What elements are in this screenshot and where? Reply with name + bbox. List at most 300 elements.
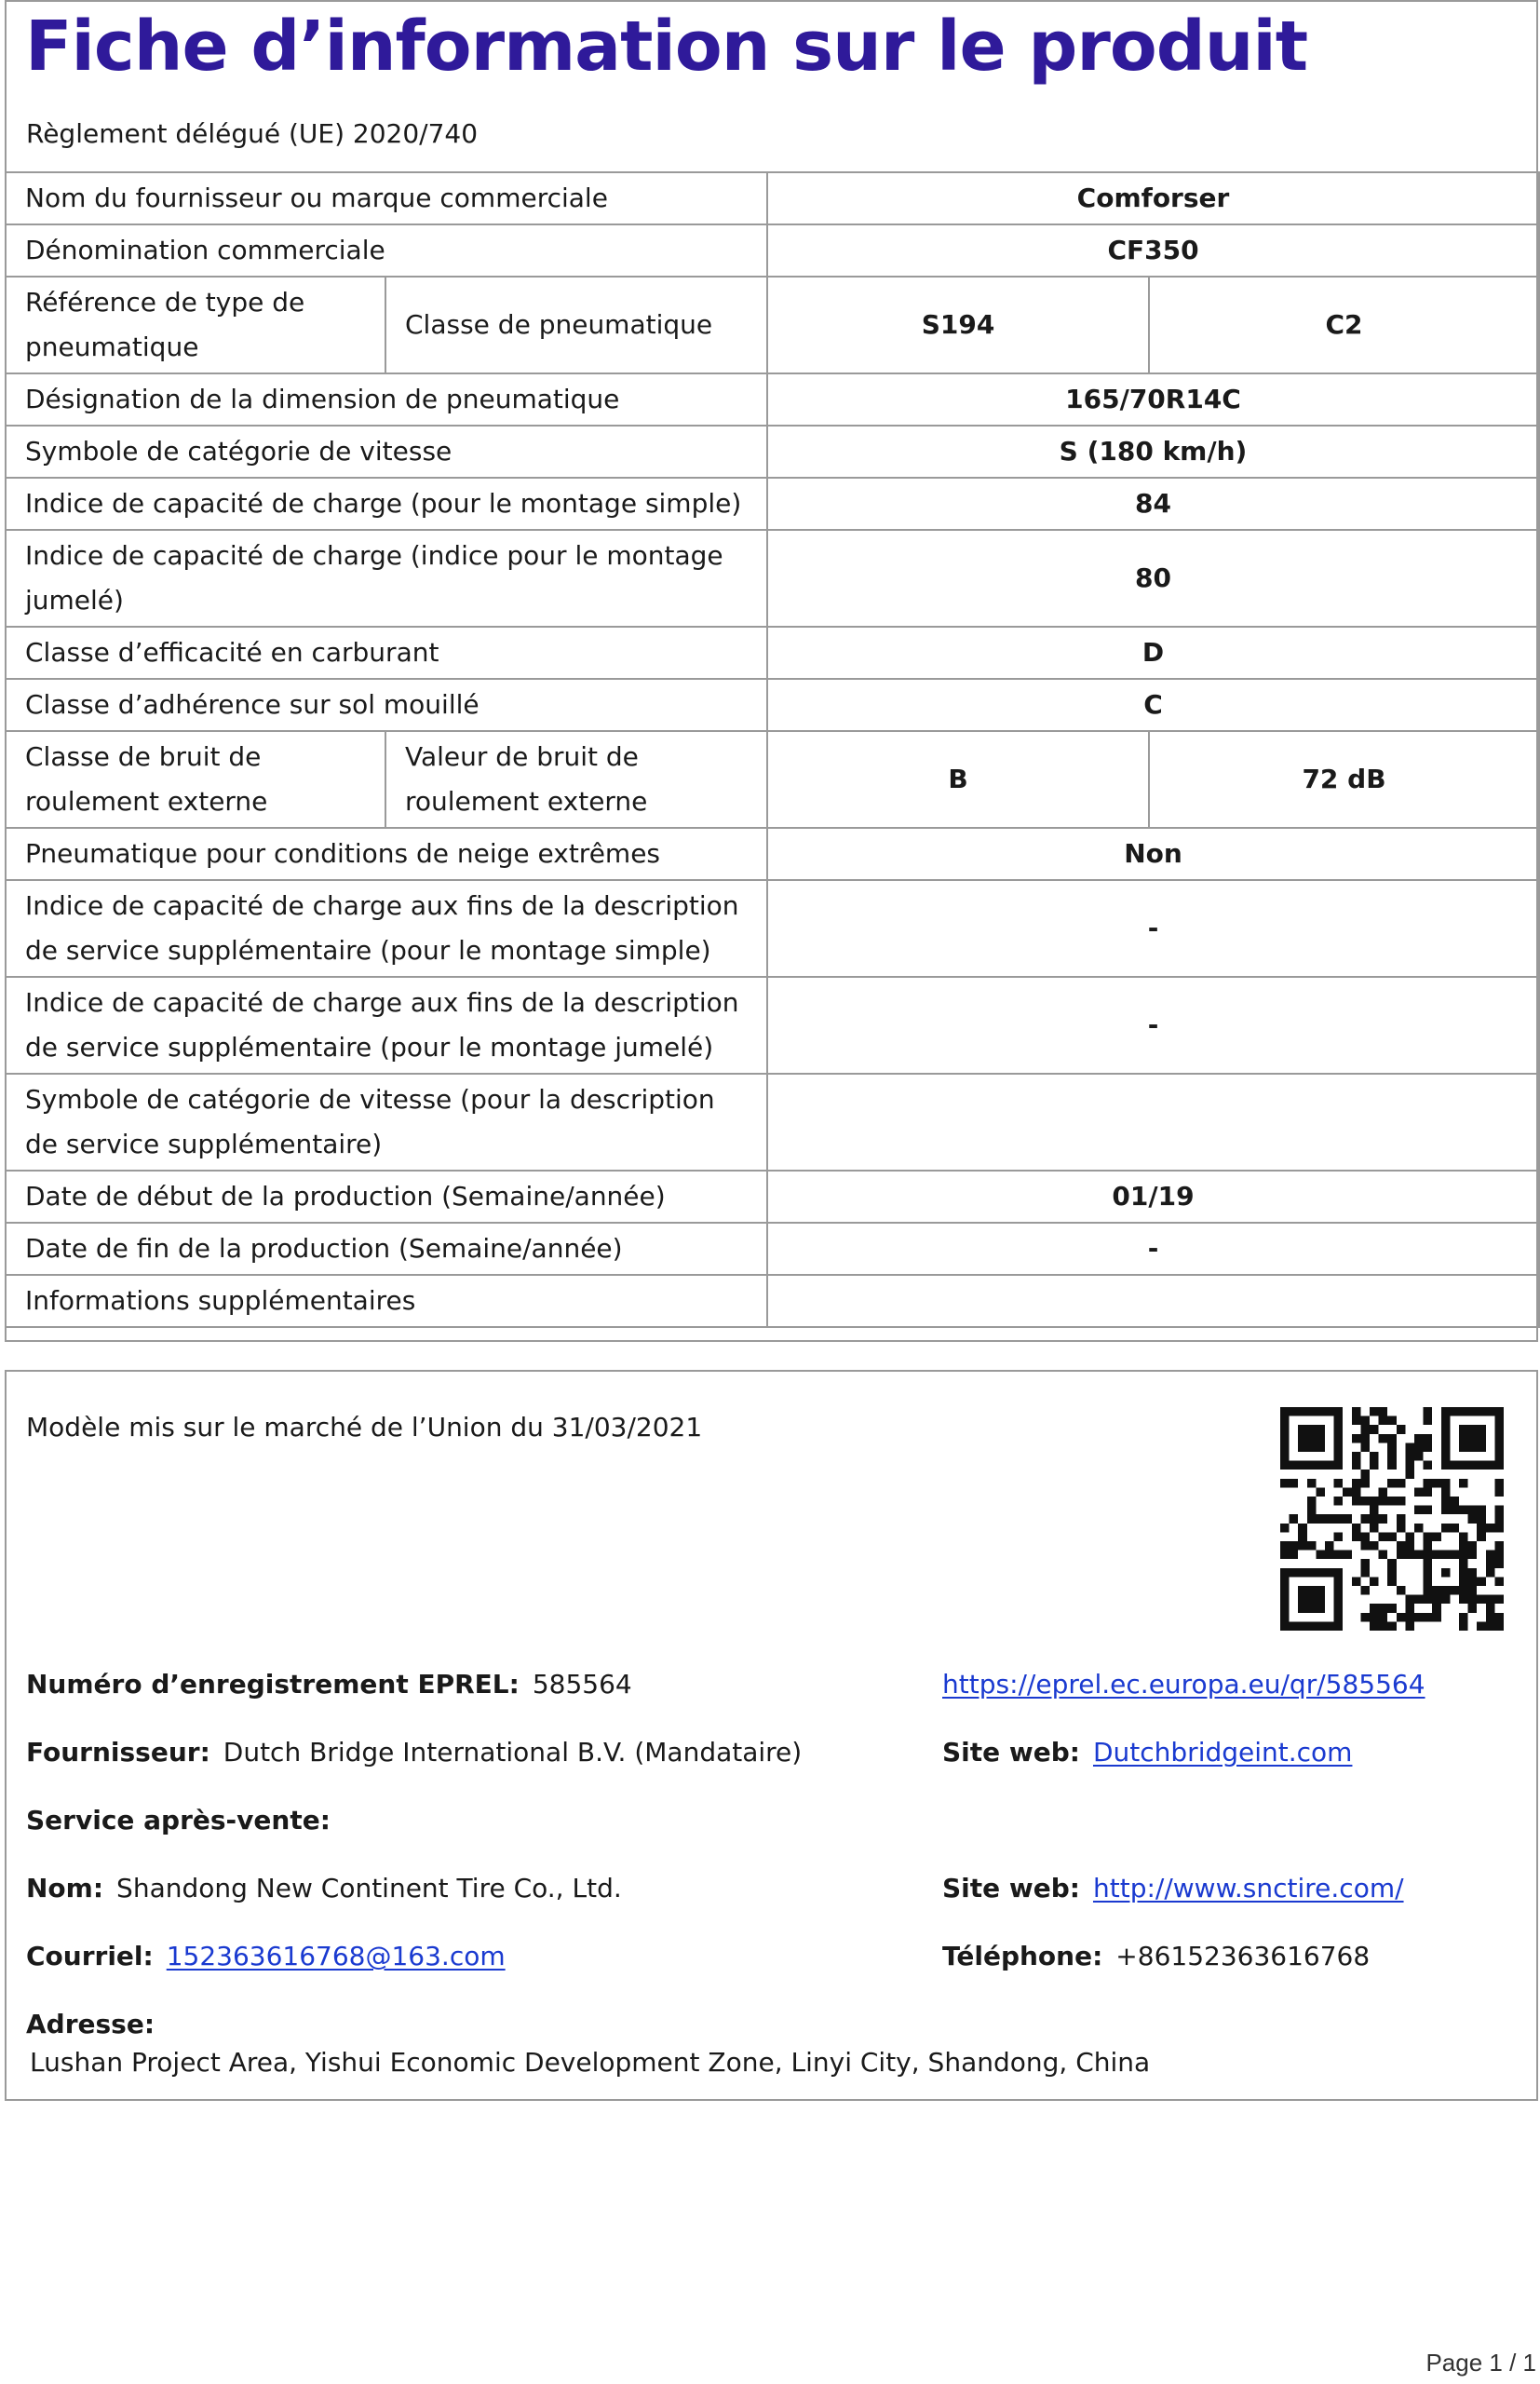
qr-module — [1486, 1613, 1495, 1622]
table-row — [6, 530, 1539, 627]
qr-module — [1450, 1551, 1459, 1560]
row-value — [767, 1275, 1539, 1327]
qr-module — [1477, 1621, 1486, 1631]
qr-module — [1450, 1497, 1459, 1506]
qr-module — [1290, 1407, 1299, 1416]
qr-module — [1459, 1621, 1468, 1631]
row-value: 84 — [767, 478, 1539, 530]
qr-module — [1360, 1514, 1370, 1524]
row-value: 80 — [767, 530, 1539, 627]
qr-module — [1486, 1595, 1495, 1605]
qr-module — [1352, 1452, 1361, 1461]
qr-module — [1424, 1532, 1433, 1541]
qr-module — [1397, 1613, 1406, 1622]
qr-module — [1370, 1425, 1379, 1434]
qr-module — [1379, 1514, 1388, 1524]
table-row — [6, 828, 1539, 880]
qr-module — [1397, 1425, 1406, 1434]
qr-module — [1424, 1577, 1433, 1586]
service-line — [26, 1802, 344, 1839]
table-row — [6, 731, 1539, 828]
qr-module — [1325, 1551, 1334, 1560]
qr-module — [1290, 1541, 1299, 1551]
qr-module — [1352, 1434, 1361, 1443]
row-value: B — [767, 731, 1149, 828]
qr-module — [1316, 1595, 1325, 1605]
qr-module — [1494, 1577, 1504, 1586]
name-label: Nom: — [26, 1873, 104, 1903]
qr-module — [1307, 1443, 1317, 1452]
qr-module — [1370, 1621, 1379, 1631]
qr-module — [1494, 1407, 1504, 1416]
qr-module — [1352, 1407, 1361, 1416]
eprel-number: 585564 — [532, 1669, 632, 1700]
email-label: Courriel: — [26, 1941, 154, 1971]
qr-module — [1307, 1586, 1317, 1595]
qr-module — [1307, 1568, 1317, 1578]
row-value: C — [767, 679, 1539, 731]
table-row — [6, 1074, 1539, 1171]
qr-module — [1370, 1577, 1379, 1586]
row-label: Symbole de catégorie de vitesse (pour la description de service supplémentaire) — [6, 1074, 767, 1171]
table-row — [6, 478, 1539, 530]
qr-module — [1352, 1532, 1361, 1541]
qr-module — [1494, 1514, 1504, 1524]
qr-module — [1459, 1407, 1468, 1416]
qr-module — [1459, 1506, 1468, 1515]
qr-module — [1397, 1514, 1406, 1524]
qr-module — [1280, 1461, 1290, 1470]
qr-module — [1486, 1559, 1495, 1568]
qr-module — [1405, 1443, 1414, 1452]
qr-module — [1352, 1577, 1361, 1586]
qr-module — [1468, 1506, 1478, 1515]
qr-module — [1387, 1559, 1397, 1568]
qr-module — [1334, 1577, 1344, 1586]
qr-module — [1307, 1479, 1317, 1488]
qr-module — [1468, 1514, 1478, 1524]
table-row — [6, 426, 1539, 478]
qr-module — [1360, 1568, 1370, 1578]
qr-module — [1414, 1524, 1424, 1533]
qr-module — [1459, 1595, 1468, 1605]
qr-module — [1379, 1416, 1388, 1426]
qr-module — [1424, 1487, 1433, 1497]
qr-module — [1414, 1506, 1424, 1515]
qr-module — [1486, 1407, 1495, 1416]
row-value: CF350 — [767, 224, 1539, 277]
qr-module — [1441, 1506, 1451, 1515]
qr-module — [1280, 1586, 1290, 1595]
qr-module — [1370, 1541, 1379, 1551]
qr-module — [1397, 1586, 1406, 1595]
qr-module — [1316, 1461, 1325, 1470]
qr-module — [1477, 1532, 1486, 1541]
qr-module — [1334, 1568, 1344, 1578]
qr-module — [1405, 1470, 1414, 1479]
qr-module — [1414, 1452, 1424, 1461]
qr-module — [1494, 1479, 1504, 1488]
eprel-line — [26, 1666, 632, 1703]
qr-module — [1316, 1425, 1325, 1434]
qr-module — [1325, 1514, 1334, 1524]
qr-module — [1360, 1443, 1370, 1452]
qr-module — [1379, 1604, 1388, 1613]
qr-module — [1298, 1586, 1307, 1595]
qr-module — [1414, 1487, 1424, 1497]
row-value: - — [767, 977, 1539, 1074]
row-label: Classe de pneumatique — [385, 277, 767, 373]
qr-module — [1397, 1541, 1406, 1551]
qr-module — [1334, 1595, 1344, 1605]
qr-module — [1424, 1434, 1433, 1443]
qr-module — [1450, 1586, 1459, 1595]
row-label: Classe d’adhérence sur sol mouillé — [6, 679, 767, 731]
qr-module — [1477, 1595, 1486, 1605]
page-number: Page 1 / 1 — [1425, 2349, 1536, 2377]
qr-module — [1424, 1613, 1433, 1622]
qr-module — [1379, 1407, 1388, 1416]
qr-module — [1298, 1407, 1307, 1416]
qr-module — [1280, 1434, 1290, 1443]
qr-module — [1316, 1586, 1325, 1595]
qr-module — [1432, 1532, 1441, 1541]
qr-module — [1280, 1551, 1290, 1560]
row-label: Indice de capacité de charge aux fins de la description de service supplémentaire (pour le montage jumelé) — [6, 977, 767, 1074]
qr-module — [1343, 1551, 1352, 1560]
qr-module — [1316, 1604, 1325, 1613]
qr-module — [1290, 1514, 1299, 1524]
qr-module — [1370, 1407, 1379, 1416]
qr-module — [1405, 1595, 1414, 1605]
qr-module — [1334, 1443, 1344, 1452]
qr-module — [1424, 1416, 1433, 1426]
qr-module — [1316, 1568, 1325, 1578]
qr-module — [1441, 1497, 1451, 1506]
regulation-reference: Règlement délégué (UE) 2020/740 — [26, 118, 479, 149]
service-site-link[interactable]: http://www.snctire.com/ — [1092, 1873, 1404, 1903]
eprel-label: Numéro d’enregistrement EPREL: — [26, 1669, 520, 1700]
qr-module — [1387, 1621, 1397, 1631]
qr-module — [1352, 1479, 1361, 1488]
qr-module — [1494, 1506, 1504, 1515]
qr-module — [1280, 1443, 1290, 1452]
qr-module — [1397, 1524, 1406, 1533]
qr-module — [1477, 1407, 1486, 1416]
qr-module — [1494, 1443, 1504, 1452]
qr-module — [1441, 1568, 1451, 1578]
qr-module — [1298, 1621, 1307, 1631]
qr-module — [1397, 1497, 1406, 1506]
qr-module — [1290, 1621, 1299, 1631]
address-label-line — [26, 2006, 168, 2043]
phone-line — [942, 1938, 1370, 1975]
qr-module — [1459, 1425, 1468, 1434]
qr-module — [1325, 1621, 1334, 1631]
qr-module — [1370, 1514, 1379, 1524]
qr-module — [1316, 1407, 1325, 1416]
qr-module — [1432, 1479, 1441, 1488]
qr-module — [1459, 1551, 1468, 1560]
row-value: S (180 km/h) — [767, 426, 1539, 478]
qr-module — [1387, 1604, 1397, 1613]
qr-module — [1468, 1577, 1478, 1586]
qr-module — [1432, 1604, 1441, 1613]
qr-module — [1424, 1479, 1433, 1488]
row-label: Pneumatique pour conditions de neige extrêmes — [6, 828, 767, 880]
qr-module — [1494, 1559, 1504, 1568]
qr-module — [1468, 1551, 1478, 1560]
qr-module — [1280, 1416, 1290, 1426]
qr-module — [1441, 1443, 1451, 1452]
qr-module — [1441, 1595, 1451, 1605]
qr-module — [1441, 1479, 1451, 1488]
qr-module — [1387, 1443, 1397, 1452]
qr-module — [1424, 1506, 1433, 1515]
qr-module — [1280, 1568, 1290, 1578]
qr-module — [1459, 1532, 1468, 1541]
row-value: Non — [767, 828, 1539, 880]
qr-module — [1387, 1452, 1397, 1461]
row-value: Comforser — [767, 172, 1539, 224]
qr-module — [1280, 1595, 1290, 1605]
qr-module — [1280, 1577, 1290, 1586]
qr-module — [1387, 1497, 1397, 1506]
qr-module — [1405, 1452, 1414, 1461]
qr-module — [1360, 1479, 1370, 1488]
qr-module — [1360, 1559, 1370, 1568]
qr-module — [1459, 1613, 1468, 1622]
table-row — [6, 977, 1539, 1074]
qr-module — [1468, 1568, 1478, 1578]
qr-module — [1298, 1541, 1307, 1551]
qr-module — [1325, 1541, 1334, 1551]
qr-module — [1334, 1621, 1344, 1631]
qr-module — [1441, 1452, 1451, 1461]
row-label: Indice de capacité de charge (pour le montage simple) — [6, 478, 767, 530]
qr-module — [1494, 1434, 1504, 1443]
qr-module — [1486, 1604, 1495, 1613]
qr-module — [1334, 1434, 1344, 1443]
qr-module — [1307, 1407, 1317, 1416]
qr-module — [1468, 1604, 1478, 1613]
qr-module — [1414, 1443, 1424, 1452]
row-label: Classe d’efficacité en carburant — [6, 627, 767, 679]
row-label: Dénomination commerciale — [6, 224, 767, 277]
table-row — [6, 172, 1539, 224]
supplier-site-label: Site web: — [942, 1737, 1080, 1768]
qr-module — [1441, 1461, 1451, 1470]
qr-module — [1280, 1604, 1290, 1613]
phone-number: +86152363616768 — [1115, 1941, 1371, 1971]
qr-module — [1432, 1613, 1441, 1622]
qr-module — [1352, 1461, 1361, 1470]
qr-module — [1468, 1586, 1478, 1595]
qr-module — [1486, 1621, 1495, 1631]
qr-module — [1334, 1604, 1344, 1613]
qr-module — [1414, 1595, 1424, 1605]
qr-module — [1486, 1461, 1495, 1470]
qr-module — [1477, 1434, 1486, 1443]
email-link[interactable]: 152363616768@163.com — [166, 1941, 506, 1971]
qr-module — [1280, 1452, 1290, 1461]
supplier-site-link[interactable]: Dutchbridgeint.com — [1092, 1737, 1353, 1768]
qr-module — [1494, 1524, 1504, 1533]
qr-module — [1360, 1613, 1370, 1622]
table-row — [6, 1223, 1539, 1275]
qr-module — [1334, 1407, 1344, 1416]
row-label: Informations supplémentaires — [6, 1275, 767, 1327]
qr-module — [1307, 1541, 1317, 1551]
qr-module — [1459, 1443, 1468, 1452]
spec-table — [5, 171, 1540, 1328]
qr-module — [1334, 1497, 1344, 1506]
service-label: Service après-vente: — [26, 1805, 331, 1835]
qr-module — [1370, 1497, 1379, 1506]
qr-module — [1352, 1524, 1361, 1533]
qr-code-icon[interactable] — [1280, 1407, 1504, 1631]
table-row — [6, 1171, 1539, 1223]
qr-module — [1307, 1506, 1317, 1515]
qr-module — [1334, 1532, 1344, 1541]
eprel-link-line — [942, 1666, 1425, 1703]
qr-module — [1307, 1461, 1317, 1470]
row-label: Référence de type de pneumatique — [6, 277, 385, 373]
qr-module — [1468, 1595, 1478, 1605]
qr-module — [1459, 1541, 1468, 1551]
qr-module — [1486, 1551, 1495, 1560]
qr-module — [1334, 1613, 1344, 1622]
row-value: 165/70R14C — [767, 373, 1539, 426]
supplier-site-line — [942, 1734, 1352, 1771]
qr-module — [1405, 1604, 1414, 1613]
qr-module — [1316, 1434, 1325, 1443]
qr-module — [1441, 1425, 1451, 1434]
qr-module — [1459, 1434, 1468, 1443]
qr-module — [1405, 1621, 1414, 1631]
qr-module — [1397, 1479, 1406, 1488]
qr-module — [1387, 1532, 1397, 1541]
qr-module — [1370, 1461, 1379, 1470]
qr-module — [1405, 1613, 1414, 1622]
qr-module — [1360, 1425, 1370, 1434]
qr-module — [1441, 1407, 1451, 1416]
qr-module — [1280, 1407, 1290, 1416]
qr-module — [1441, 1586, 1451, 1595]
row-value: D — [767, 627, 1539, 679]
row-label: Date de début de la production (Semaine/année) — [6, 1171, 767, 1223]
qr-module — [1477, 1514, 1486, 1524]
qr-module — [1450, 1524, 1459, 1533]
qr-module — [1352, 1497, 1361, 1506]
qr-module — [1280, 1541, 1290, 1551]
qr-module — [1468, 1434, 1478, 1443]
qr-module — [1494, 1595, 1504, 1605]
qr-module — [1379, 1613, 1388, 1622]
qr-module — [1379, 1621, 1388, 1631]
qr-module — [1494, 1416, 1504, 1426]
qr-module — [1325, 1568, 1334, 1578]
qr-module — [1334, 1425, 1344, 1434]
qr-module — [1334, 1551, 1344, 1560]
qr-module — [1424, 1461, 1433, 1470]
qr-module — [1424, 1559, 1433, 1568]
qr-module — [1414, 1434, 1424, 1443]
qr-module — [1379, 1551, 1388, 1560]
row-label: Symbole de catégorie de vitesse — [6, 426, 767, 478]
qr-module — [1379, 1532, 1388, 1541]
qr-module — [1432, 1586, 1441, 1595]
qr-module — [1405, 1541, 1414, 1551]
qr-module — [1343, 1514, 1352, 1524]
qr-module — [1387, 1479, 1397, 1488]
qr-module — [1316, 1443, 1325, 1452]
qr-module — [1468, 1425, 1478, 1434]
table-row — [6, 1275, 1539, 1327]
qr-module — [1280, 1524, 1290, 1533]
table-row — [6, 224, 1539, 277]
row-label: Classe de bruit de roulement externe — [6, 731, 385, 828]
qr-module — [1387, 1434, 1397, 1443]
qr-module — [1316, 1514, 1325, 1524]
table-row — [6, 627, 1539, 679]
qr-module — [1494, 1425, 1504, 1434]
qr-module — [1360, 1470, 1370, 1479]
qr-module — [1477, 1461, 1486, 1470]
qr-module — [1307, 1497, 1317, 1506]
qr-module — [1316, 1487, 1325, 1497]
row-value: S194 — [767, 277, 1149, 373]
qr-module — [1424, 1586, 1433, 1595]
qr-module — [1334, 1514, 1344, 1524]
qr-module — [1334, 1461, 1344, 1470]
service-name-line — [26, 1870, 622, 1907]
qr-module — [1325, 1461, 1334, 1470]
phone-label: Téléphone: — [942, 1941, 1103, 1971]
qr-module — [1397, 1551, 1406, 1560]
service-site-label: Site web: — [942, 1873, 1080, 1903]
qr-module — [1477, 1577, 1486, 1586]
row-value: - — [767, 880, 1539, 977]
qr-module — [1334, 1479, 1344, 1488]
supplier-label: Fournisseur: — [26, 1737, 210, 1768]
qr-module — [1494, 1613, 1504, 1622]
qr-module — [1370, 1613, 1379, 1622]
qr-module — [1298, 1524, 1307, 1533]
qr-module — [1307, 1434, 1317, 1443]
qr-module — [1298, 1425, 1307, 1434]
qr-module — [1405, 1551, 1414, 1560]
supplier-info-box — [5, 1370, 1538, 2101]
eprel-link[interactable]: https://eprel.ec.europa.eu/qr/585564 — [942, 1669, 1425, 1700]
qr-module — [1307, 1595, 1317, 1605]
qr-module — [1459, 1568, 1468, 1578]
qr-module — [1441, 1524, 1451, 1533]
qr-module — [1459, 1577, 1468, 1586]
qr-module — [1307, 1621, 1317, 1631]
qr-module — [1441, 1487, 1451, 1497]
qr-module — [1280, 1479, 1290, 1488]
qr-module — [1441, 1416, 1451, 1426]
qr-module — [1316, 1621, 1325, 1631]
table-row — [6, 679, 1539, 731]
qr-module — [1459, 1479, 1468, 1488]
qr-module — [1468, 1461, 1478, 1470]
qr-module — [1486, 1524, 1495, 1533]
qr-module — [1414, 1613, 1424, 1622]
qr-module — [1370, 1452, 1379, 1461]
qr-module — [1494, 1541, 1504, 1551]
